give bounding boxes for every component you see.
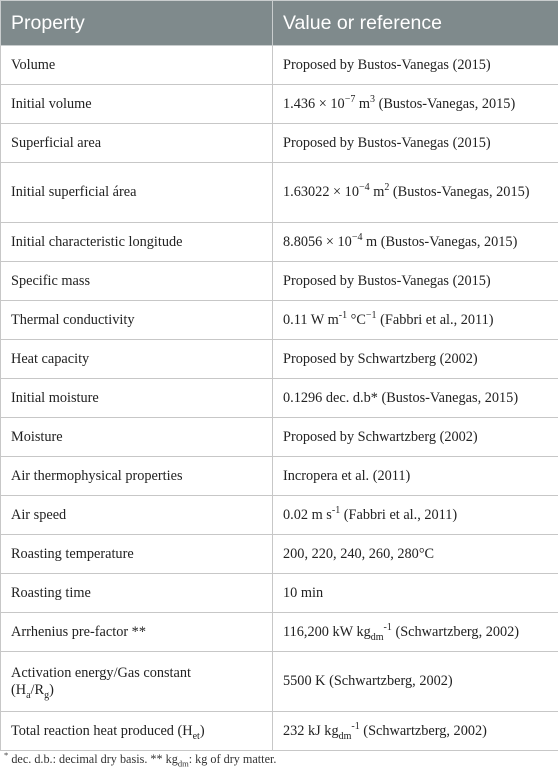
subscript: dm [370,631,384,643]
exponent: −4 [358,182,370,194]
exponent: 3 [370,93,376,105]
table-row [1,340,558,379]
value-cell: Proposed by Bustos-Vanegas (2015) [273,262,558,301]
table-row [1,262,558,301]
property-cell: Initial volume [1,85,273,124]
value-cell: Proposed by Bustos-Vanegas (2015) [273,46,558,85]
property-cell: Arrhenius pre-factor ** [1,613,273,652]
value-text: °C [347,311,366,328]
property-cell: Moisture [1,418,273,457]
value-cell [273,301,558,340]
value-text: m [355,95,371,112]
property-text: ) [199,722,205,739]
property-cell: Superficial area [1,124,273,163]
table-row [1,85,558,124]
table-row [1,301,558,340]
value-cell [273,223,558,262]
value-text: m (Bustos-Vanegas, 2015) [362,233,518,250]
property-cell [1,652,273,712]
value-cell: Incropera et al. (2011) [273,457,558,496]
table-row [1,613,558,652]
value-cell: 10 min [273,574,558,613]
property-text: /R [30,681,45,698]
property-text: (H [11,681,27,698]
exponent: -1 [383,621,392,633]
property-text: Activation energy/Gas constant [11,664,191,681]
value-text: m [369,184,385,200]
value-cell [273,163,558,223]
table-row [1,418,558,457]
footnote-text: dec. d.b.: decimal dry basis. ** kg [8,752,178,766]
property-cell: Volume [1,46,273,85]
property-text: Total reaction heat produced (H [11,722,193,739]
table-row [1,46,558,85]
exponent: -1 [331,504,341,516]
exponent: −7 [344,93,356,105]
value-text: 8.8056 × 10 [283,233,352,250]
value-text: 232 kJ kg [283,722,339,739]
value-cell [273,379,558,418]
property-cell: Roasting temperature [1,535,273,574]
value-cell: Proposed by Bustos-Vanegas (2015) [273,124,558,163]
value-cell [273,613,558,652]
exponent: -1 [338,309,348,321]
table-row [1,223,558,262]
exponent: −1 [365,309,377,321]
value-text: 0.1296 dec. d.b* [283,389,378,406]
property-cell: Air speed [1,496,273,535]
table-row [1,535,558,574]
table-row [1,379,558,418]
property-cell: Roasting time [1,574,273,613]
value-cell: 5500 K (Schwartzberg, 2002) [273,652,558,712]
table-footnote [4,749,277,769]
value-text: (Schwartzberg, 2002) [359,722,487,739]
value-text: (Bustos-Vanegas, 2015) [377,389,519,406]
table-row [1,652,558,712]
table-row [1,496,558,535]
subscript: dm [177,758,189,769]
value-text: 1.436 × 10 [283,95,345,112]
value-cell [273,712,558,751]
property-cell: Initial characteristic longitude [1,223,273,262]
property-text: ) [49,681,54,698]
table-header-row [1,1,558,46]
property-cell: Initial superficial área [1,163,273,223]
table-row [1,124,558,163]
header-property: Property [1,1,273,46]
value-cell: 200, 220, 240, 260, 280°C [273,535,558,574]
value-text: 1.63022 × 10 [283,184,359,200]
value-text: (Fabbri et al., 2011) [340,506,458,523]
value-cell: Proposed by Schwartzberg (2002) [273,340,558,379]
value-text: 0.11 W m [283,311,339,328]
footnote-text: : kg of dry matter. [188,752,277,766]
header-value-or-reference: Value or reference [273,1,558,46]
table-row [1,712,558,751]
property-cell [1,712,273,751]
exponent: −4 [351,231,363,243]
exponent: -1 [351,720,360,732]
value-text: 0.02 m s [283,506,332,523]
value-text: (Bustos-Vanegas, 2015) [389,184,530,200]
property-cell: Heat capacity [1,340,273,379]
exponent: 2 [384,182,390,194]
value-text: 116,200 kW kg [283,623,371,640]
subscript: et [192,730,200,742]
value-text: (Bustos-Vanegas, 2015) [375,95,516,112]
property-cell: Thermal conductivity [1,301,273,340]
footnote-mark: * [4,749,9,760]
subscript: g [44,689,50,701]
value-cell [273,496,558,535]
table-row [1,574,558,613]
value-cell: Proposed by Schwartzberg (2002) [273,418,558,457]
property-cell: Initial moisture [1,379,273,418]
property-cell: Specific mass [1,262,273,301]
table-row [1,457,558,496]
value-text: (Schwartzberg, 2002) [391,623,520,640]
property-cell: Air thermophysical properties [1,457,273,496]
subscript: a [26,689,31,701]
subscript: dm [338,730,352,742]
table-row [1,163,558,223]
value-text: (Fabbri et al., 2011) [376,311,494,328]
value-cell [273,85,558,124]
